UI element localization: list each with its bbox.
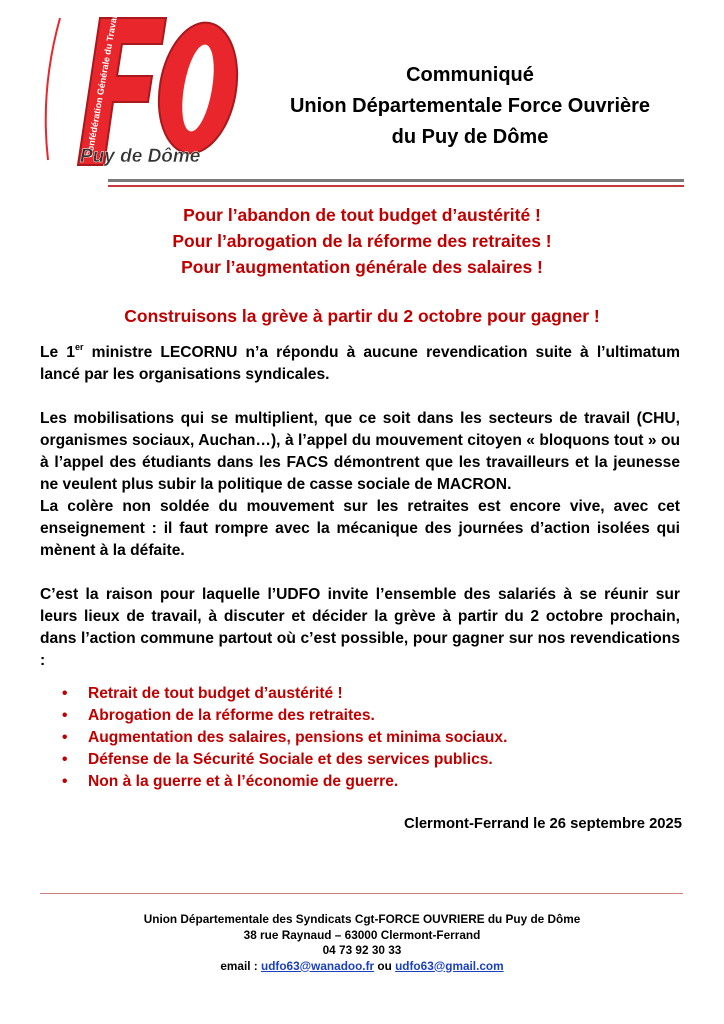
footer-email-line: email : udfo63@wanadoo.fr ou udfo63@gmail.com xyxy=(220,958,504,973)
slogans xyxy=(40,202,684,280)
email-link-wanadoo[interactable]: udfo63@wanadoo.fr xyxy=(261,958,375,973)
footer-divider xyxy=(40,893,683,894)
bullet-icon: • xyxy=(62,773,68,790)
slogan-1: Pour l’abandon de tout budget d’austérité ! xyxy=(183,205,541,225)
footer xyxy=(40,912,684,974)
slogan-3: Pour l’augmentation générale des salaires ! xyxy=(181,257,543,277)
paragraph-2: Les mobilisations qui se multiplient, que ce soit dans les secteurs de travail (CHU, organismes sociaux, Auchan…), à l’appel du mouvement citoyen « bloquons tout » ou à l’appel des étudiants dans les FACS démontrent que les travailleurs et la jeunesse ne veulent plus subir la politique de casse sociale de MACRON. xyxy=(40,410,680,493)
paragraph-4: C’est la raison pour laquelle l’UDFO invite l’ensemble des salariés à se réunir sur leurs lieux de travail, à discuter et décider la grève à partir du 2 octobre prochain, dans l’action commune partout où c’est possible, pour gagner sur nos revendications : xyxy=(40,586,680,669)
header-divider-grey xyxy=(108,179,684,182)
footer-address: 38 rue Raynaud – 63000 Clermont-Ferrand xyxy=(243,927,481,942)
signature-date: Clermont-Ferrand le 26 septembre 2025 xyxy=(404,816,682,832)
header-divider-red xyxy=(108,185,684,187)
header-line-2: Union Départementale Force Ouvrière xyxy=(289,95,651,117)
bullet-icon: • xyxy=(62,707,68,724)
paragraph-1: Le 1er ministre LECORNU n’a répondu à aucune revendication suite à l’ultimatum lancé par les organisations syndicales. xyxy=(40,341,680,383)
footer-org: Union Départementale des Syndicats Cgt-FORCE OUVRIERE du Puy de Dôme xyxy=(143,912,581,926)
demands-list xyxy=(62,683,682,793)
list-item: • Abrogation de la réforme des retraites. xyxy=(62,705,682,727)
list-item: • Défense de la Sécurité Sociale et des services publics. xyxy=(62,749,682,771)
bullet-icon: • xyxy=(62,729,68,746)
header-line-1: Communiqué xyxy=(406,64,534,86)
bullet-icon: • xyxy=(62,685,68,702)
fo-logo xyxy=(38,10,243,170)
list-item: • Retrait de tout budget d’austérité ! xyxy=(62,683,682,705)
header-line-3: du Puy de Dôme xyxy=(391,126,549,148)
email-link-gmail[interactable]: udfo63@gmail.com xyxy=(395,958,504,973)
headline: Construisons la grève à partir du 2 octobre pour gagner ! xyxy=(124,306,600,326)
list-item: • Augmentation des salaires, pensions et minima sociaux. xyxy=(62,727,682,749)
slogan-2: Pour l’abrogation de la réforme des retraites ! xyxy=(172,231,552,251)
logo-subtitle: Puy de Dôme xyxy=(80,146,201,167)
body-text xyxy=(40,342,680,672)
list-item: • Non à la guerre et à l’économie de guerre. xyxy=(62,771,682,793)
bullet-icon: • xyxy=(62,751,68,768)
fo-logo-graphic xyxy=(38,10,243,170)
logo-arc-text: Confédération Générale du Travail xyxy=(84,12,120,159)
header-title xyxy=(260,60,680,153)
footer-phone: 04 73 92 30 33 xyxy=(322,943,402,957)
superscript: er xyxy=(74,341,84,352)
paragraph-3: La colère non soldée du mouvement sur les retraites est encore vive, avec cet enseignement : il faut rompre avec la mécanique des journées d’action isolées qui mènent à la défaite. xyxy=(40,498,680,559)
